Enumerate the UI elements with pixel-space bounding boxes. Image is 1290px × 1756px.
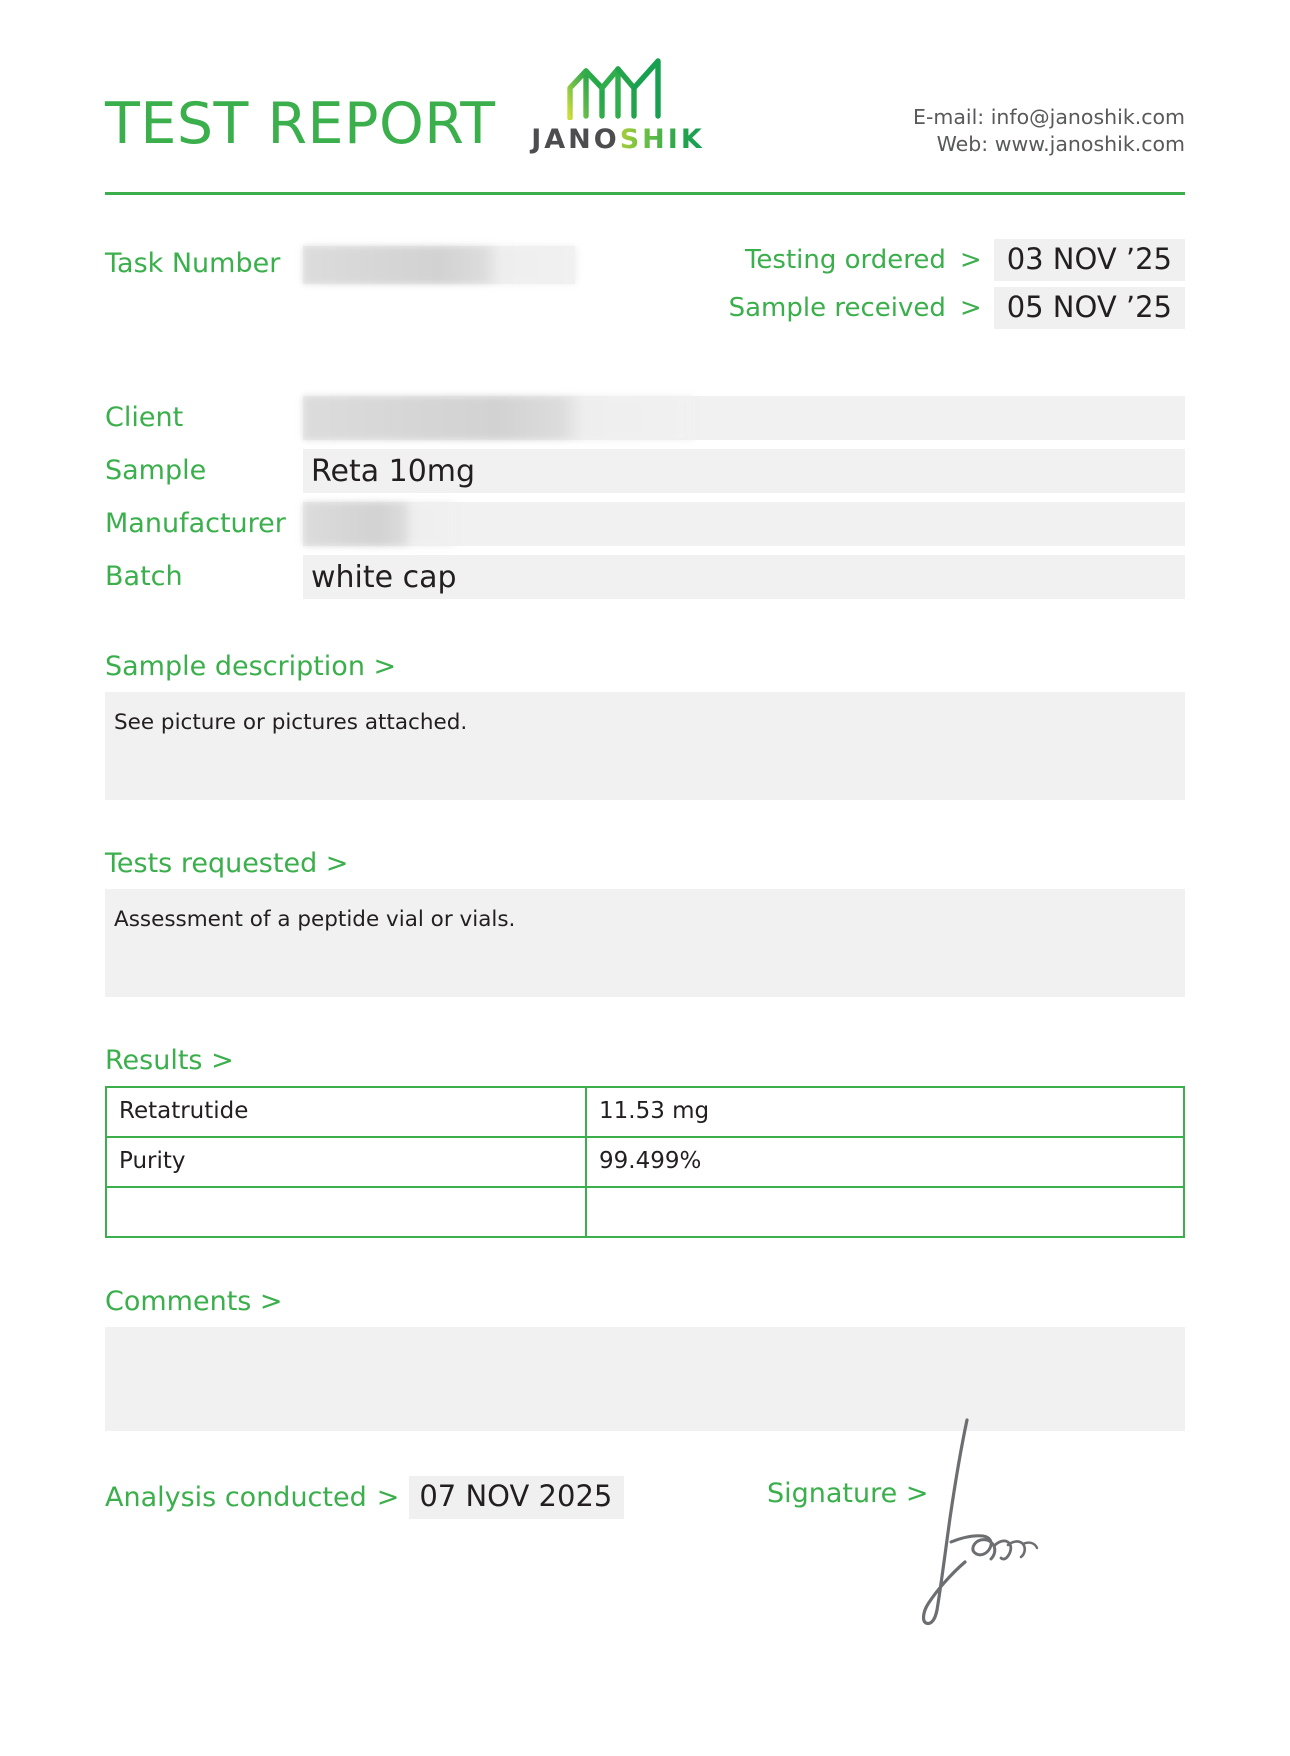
header-divider — [105, 192, 1185, 195]
field-batch-value: white cap — [311, 559, 457, 595]
comments-heading: Comments > — [105, 1286, 283, 1317]
report-footer — [105, 1476, 1185, 1636]
results-table — [105, 1086, 1185, 1238]
analysis-conducted-caret: > — [376, 1482, 400, 1513]
result-name-0: Retatrutide — [106, 1087, 586, 1137]
brand-wordmark-green: SHIK — [619, 124, 705, 155]
field-batch — [105, 555, 1185, 603]
table-row — [106, 1087, 1184, 1137]
contact-email: E-mail: info@janoshik.com — [913, 105, 1185, 129]
sample-received-row — [729, 288, 1185, 328]
analysis-conducted-value: 07 NOV 2025 — [409, 1476, 624, 1519]
page-title: TEST REPORT — [105, 91, 496, 157]
field-sample-value: Reta 10mg — [311, 453, 476, 489]
info-fields — [105, 396, 1185, 603]
testing-ordered-label: Testing ordered — [744, 245, 946, 275]
report-header — [105, 58, 1185, 208]
sample-received-value: 05 NOV ’25 — [994, 287, 1185, 329]
field-sample — [105, 449, 1185, 497]
testing-ordered-caret: > — [959, 245, 982, 275]
task-number-label: Task Number — [105, 248, 281, 279]
dates-block — [729, 240, 1185, 336]
field-client-redaction — [303, 396, 693, 440]
results-heading: Results > — [105, 1045, 234, 1076]
sample-description-heading: Sample description > — [105, 651, 397, 682]
table-row — [106, 1137, 1184, 1187]
field-manufacturer-label: Manufacturer — [105, 508, 286, 539]
field-sample-label: Sample — [105, 455, 207, 486]
analysis-conducted-label: Analysis conducted — [105, 1482, 367, 1513]
field-manufacturer — [105, 502, 1185, 550]
signature-label: Signature > — [767, 1478, 929, 1509]
task-number-value — [303, 246, 575, 284]
tests-requested-heading: Tests requested > — [105, 848, 349, 879]
task-and-dates-row — [105, 240, 1185, 336]
sample-received-label: Sample received — [728, 293, 946, 323]
sample-received-caret: > — [959, 293, 982, 323]
tests-requested-text: Assessment of a peptide vial or vials. — [114, 907, 516, 932]
ascending-zigzag-chart-icon — [564, 58, 672, 120]
tests-requested-box — [105, 889, 1185, 997]
result-name-2 — [106, 1187, 586, 1237]
brand-wordmark — [493, 126, 743, 153]
result-value-1: 99.499% — [586, 1137, 1184, 1187]
result-name-1: Purity — [106, 1137, 586, 1187]
field-batch-box — [303, 555, 1185, 599]
contact-web: Web: www.janoshik.com — [936, 132, 1185, 157]
field-manufacturer-redaction — [303, 502, 455, 546]
testing-ordered-row — [729, 240, 1185, 280]
field-batch-label: Batch — [105, 561, 183, 592]
field-client — [105, 396, 1185, 444]
brand-logo — [493, 58, 743, 153]
contact-info — [913, 104, 1185, 158]
sample-description-box — [105, 692, 1185, 800]
table-row — [106, 1187, 1184, 1237]
result-value-0: 11.53 mg — [586, 1087, 1184, 1137]
field-sample-box — [303, 449, 1185, 493]
field-client-label: Client — [105, 402, 184, 433]
result-value-2 — [586, 1187, 1184, 1237]
task-number-redaction — [303, 246, 577, 284]
brand-wordmark-dark: JANO — [531, 124, 620, 155]
sample-description-text: See picture or pictures attached. — [114, 710, 468, 735]
testing-ordered-value: 03 NOV ’25 — [994, 239, 1185, 281]
handwritten-signature-icon — [895, 1414, 1045, 1629]
analysis-conducted-row — [105, 1476, 624, 1519]
